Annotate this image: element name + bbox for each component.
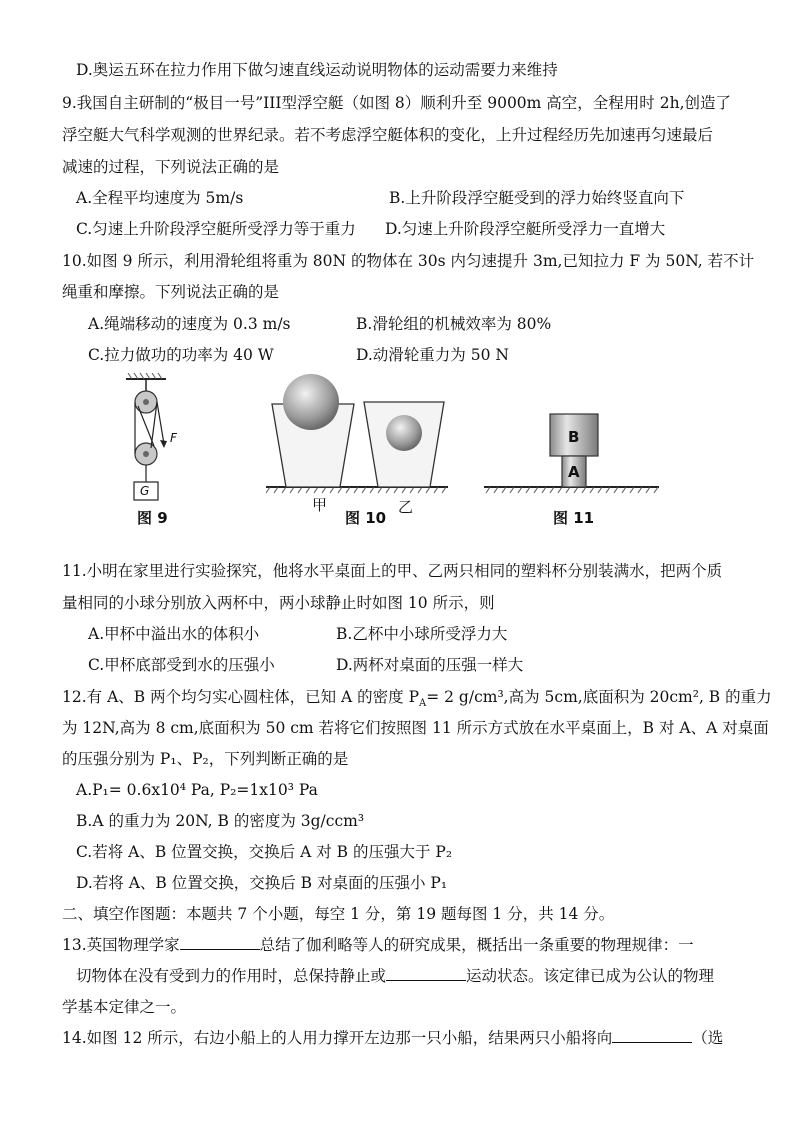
figure-9-force-label: F [170,431,177,445]
q10-stem-line2: 绳重和摩擦。下列说法正确的是 [62,283,280,301]
q14-text-2: （选 [692,1029,724,1047]
q10-option-a: A.绳端移动的速度为 0.3 m/s [88,315,291,333]
figure-10-cups-diagram [266,372,448,496]
q13-text-4: 运动状态。该定律已成为公认的物理 [466,967,715,985]
figure-9-pulley-diagram [118,372,198,508]
q12-option-a: A.P₁= 0.6x10⁴ Pa, P₂=1x10³ Pa [76,781,318,799]
q12-density-subscript: A [419,698,427,710]
q13-text-1: 13.英国物理学家 [62,936,180,954]
section-2-heading: 二、填空作图题：本题共 7 个小题，每空 1 分，第 19 题每图 1 分，共 14 分。 [62,905,615,923]
q9-stem-line3: 减速的过程，下列说法正确的是 [62,158,280,176]
q12-stem-line2: 为 12N,高为 8 cm,底面积为 50 cm 若将它们按照图 11 所示方式放在水平桌面上，B 对 A、A 对桌面 [62,719,769,737]
q9-stem-line2: 浮空艇大气科学观测的世界纪录。若不考虑浮空艇体积的变化，上升过程经历先加速再匀速最后 [62,126,714,144]
q13-text-3: 切物体在没有受到力的作用时，总保持静止或 [76,967,387,985]
q11-option-d: D.两杯对桌面的压强一样大 [336,656,524,674]
q8-option-d: D.奥运五环在拉力作用下做匀速直线运动说明物体的运动需要力来维持 [76,61,558,79]
q12-stem-line1-start: 12.有 A、B 两个均匀实心圆柱体，已知 A 的密度 P [62,688,419,706]
q12-stem-line1-rest: = 2 g/cm³,高为 5cm,底面积为 20cm², B 的重力 [426,688,772,706]
q11-stem-line2: 量相同的小球分别放入两杯中，两小球静止时如图 10 所示，则 [62,594,495,612]
figure-11-label-b: B [568,428,580,446]
q11-option-c: C.甲杯底部受到水的压强小 [88,656,275,674]
q13-line2 [76,965,742,987]
q10-option-b: B.滑轮组的机械效率为 80% [356,315,552,333]
q11-option-b: B.乙杯中小球所受浮力大 [336,625,508,643]
q12-option-b: B.A 的重力为 20N, B 的密度为 3g/ccm³ [76,812,365,830]
figure-10-yi-label: 乙 [398,498,414,516]
q14-line1 [62,1027,742,1049]
figure-10-caption: 图 10 [345,509,387,527]
q9-option-c: C.匀速上升阶段浮空艇所受浮力等于重力 [76,220,356,238]
q12-stem-line3: 的压强分别为 P₁、P₂，下列判断正确的是 [62,750,349,768]
figure-11-caption: 图 11 [553,509,595,527]
q13-blank-1[interactable] [180,934,260,950]
q12-option-d: D.若将 A、B 位置交换，交换后 B 对桌面的压强小 P₁ [76,874,448,892]
figure-11-label-a: A [568,463,580,481]
q9-option-b: B.上升阶段浮空艇受到的浮力始终竖直向下 [389,189,685,207]
q10-option-d: D.动滑轮重力为 50 N [356,346,509,364]
q12-stem-line1 [62,686,772,715]
q9-stem-line1: 9.我国自主研制的“极目一号”III型浮空艇（如图 8）顺利升至 9000m 高空，全程用时 2h,创造了 [62,94,731,112]
q14-text-1: 14.如图 12 所示，右边小船上的人用力撑开左边那一只小船，结果两只小船将向 [62,1029,613,1047]
figure-9-weight-label: G [140,484,150,498]
q10-stem-line1: 10.如图 9 所示，利用滑轮组将重为 80N 的物体在 30s 内匀速提升 3m,已知拉力 F 为 50N, 若不计 [62,252,755,270]
q12-option-c: C.若将 A、B 位置交换，交换后 A 对 B 的压强大于 P₂ [76,843,453,861]
figure-9-caption: 图 9 [137,509,168,527]
q14-blank-1[interactable] [612,1027,692,1043]
q10-option-c: C.拉力做功的功率为 40 W [88,346,274,364]
q9-option-d: D.匀速上升阶段浮空艇所受浮力一直增大 [385,220,666,238]
q13-text-2: 总结了伽利略等人的研究成果，概括出一条重要的物理规律：一 [259,936,694,954]
figure-10-jia-label: 甲 [312,496,328,514]
q13-blank-2[interactable] [386,965,466,981]
q13-line3: 学基本定律之一。 [62,998,187,1016]
q11-stem-line1: 11.小明在家里进行实验探究，他将水平桌面上的甲、乙两只相同的塑料杯分别装满水，把两个质 [62,562,723,580]
q11-option-a: A.甲杯中溢出水的体积小 [88,625,260,643]
q13-line1 [62,934,742,956]
q9-option-a: A.全程平均速度为 5m/s [76,189,244,207]
